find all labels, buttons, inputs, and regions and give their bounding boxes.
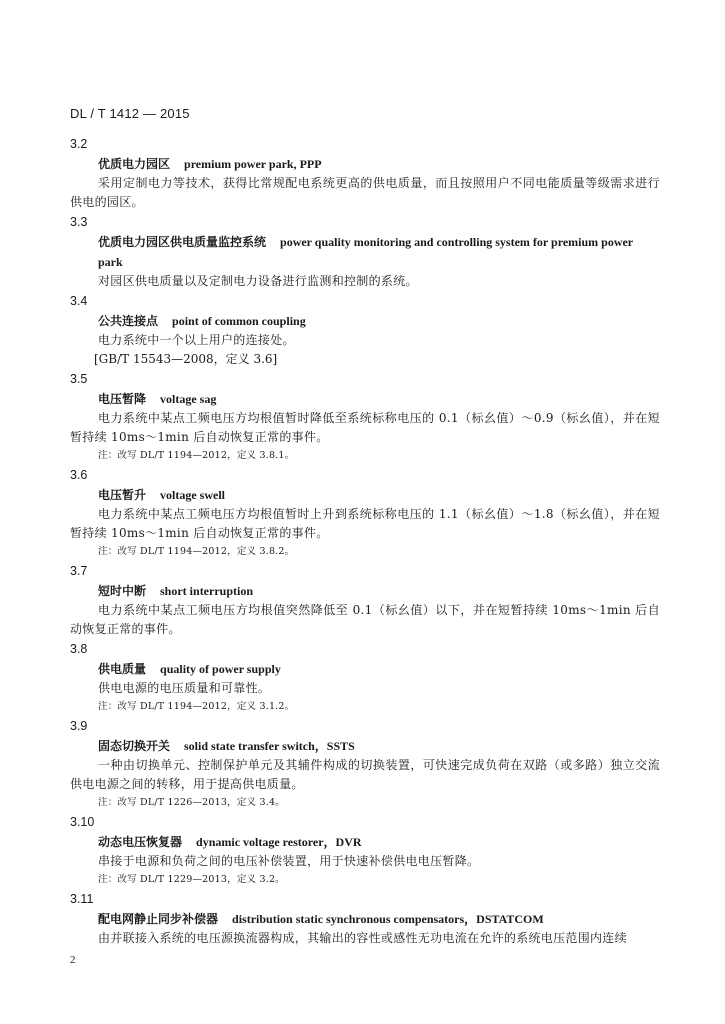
page-number: 2 xyxy=(70,954,76,966)
term-number: 3.7 xyxy=(70,564,88,578)
term-definition: 电力系统中某点工频电压方均根值暂时上升到系统标称电压的 1.1（标幺值）～1.8（标幺值），并在短暂持续 10ms～1min 后自动恢复正常的事件。 xyxy=(70,507,660,540)
term-entry-3-7 xyxy=(70,561,660,639)
term-number: 3.9 xyxy=(70,719,88,733)
term-heading xyxy=(70,311,660,331)
term-definition: 一种由切换单元、控制保护单元及其辅件构成的切换装置，可快速完成负荷在双路（或多路）独立交流供电电源之间的转移，用于提高供电质量。 xyxy=(70,758,660,791)
term-entry-3-4 xyxy=(70,291,660,369)
term-chinese: 配电网静止同步补偿器 xyxy=(98,912,219,926)
term-heading xyxy=(70,581,660,601)
term-number: 3.5 xyxy=(70,372,88,386)
term-entry-3-10 xyxy=(70,812,660,889)
term-definition: 供电电源的电压质量和可靠性。 xyxy=(98,681,271,695)
term-english: voltage sag xyxy=(160,392,217,406)
term-definition: 由并联接入系统的电压源换流器构成，其输出的容性或感性无功电流在允许的系统电压范围内连续 xyxy=(98,931,627,945)
term-english: premium power park, PPP xyxy=(184,157,322,171)
term-english: power quality monitoring and controlling system for premium power park xyxy=(98,235,633,269)
term-entry-3-6 xyxy=(70,465,660,561)
term-chinese: 短时中断 xyxy=(98,584,147,598)
term-number: 3.3 xyxy=(70,215,88,229)
term-chinese: 优质电力园区 xyxy=(98,157,171,171)
term-heading xyxy=(70,909,660,929)
document-code-header: DL / T 1412 — 2015 xyxy=(70,106,190,121)
term-note: 注：改写 DL/T 1229—2013，定义 3.2。 xyxy=(98,874,285,885)
term-definition: 采用定制电力等技术，获得比常规配电系统更高的供电质量，而且按照用户不同电能质量等级需求进行供电的园区。 xyxy=(70,176,660,209)
term-english: solid state transfer switch，SSTS xyxy=(184,739,355,753)
term-chinese: 动态电压恢复器 xyxy=(98,835,183,849)
term-definition: 电力系统中某点工频电压方均根值突然降低至 0.1（标幺值）以下，并在短暂持续 10ms～1min 后自动恢复正常的事件。 xyxy=(70,603,660,636)
term-number: 3.10 xyxy=(70,815,95,829)
term-heading xyxy=(70,154,660,174)
term-entry-3-3 xyxy=(70,212,660,291)
terms-list xyxy=(70,134,660,948)
term-entry-3-5 xyxy=(70,369,660,465)
term-number: 3.2 xyxy=(70,137,88,151)
term-note: 注：改写 DL/T 1194—2012，定义 3.1.2。 xyxy=(98,701,295,712)
term-note: 注：改写 DL/T 1194—2012，定义 3.8.2。 xyxy=(98,546,295,557)
term-entry-3-2 xyxy=(70,134,660,212)
term-english: distribution static synchronous compensators，DSTATCOM xyxy=(232,912,544,926)
term-chinese: 固态切换开关 xyxy=(98,739,171,753)
term-number: 3.6 xyxy=(70,468,88,482)
term-entry-3-11 xyxy=(70,889,660,948)
term-definition: 对园区供电质量以及定制电力设备进行监测和控制的系统。 xyxy=(98,274,418,288)
term-heading xyxy=(70,232,660,272)
term-english: short interruption xyxy=(160,584,254,598)
term-note: 注：改写 DL/T 1194—2012，定义 3.8.1。 xyxy=(98,450,295,461)
term-chinese: 电压暂升 xyxy=(98,488,147,502)
term-number: 3.4 xyxy=(70,294,88,308)
term-english: voltage swell xyxy=(160,488,226,502)
term-heading xyxy=(70,736,660,756)
term-chinese: 供电质量 xyxy=(98,662,147,676)
term-entry-3-8 xyxy=(70,639,660,716)
term-heading xyxy=(70,485,660,505)
term-heading xyxy=(70,832,660,852)
term-heading xyxy=(70,659,660,679)
term-note: 注：改写 DL/T 1226—2013，定义 3.4。 xyxy=(98,797,285,808)
term-number: 3.11 xyxy=(70,892,94,906)
term-heading xyxy=(70,389,660,409)
term-chinese: 优质电力园区供电质量监控系统 xyxy=(98,235,267,249)
term-number: 3.8 xyxy=(70,642,88,656)
term-english: point of common coupling xyxy=(172,314,306,328)
term-definition: 串接于电源和负荷之间的电压补偿装置，用于快速补偿供电电压暂降。 xyxy=(98,854,480,868)
term-reference: [GB/T 15543—2008，定义 3.6] xyxy=(94,352,278,366)
term-chinese: 电压暂降 xyxy=(98,392,147,406)
term-entry-3-9 xyxy=(70,716,660,812)
term-definition: 电力系统中某点工频电压方均根值暂时降低至系统标称电压的 0.1（标幺值）～0.9（标幺值），并在短暂持续 10ms～1min 后自动恢复正常的事件。 xyxy=(70,411,660,444)
term-definition: 电力系统中一个以上用户的连接处。 xyxy=(98,333,295,347)
term-english: quality of power supply xyxy=(160,662,281,676)
term-english: dynamic voltage restorer，DVR xyxy=(196,835,362,849)
term-chinese: 公共连接点 xyxy=(98,314,159,328)
